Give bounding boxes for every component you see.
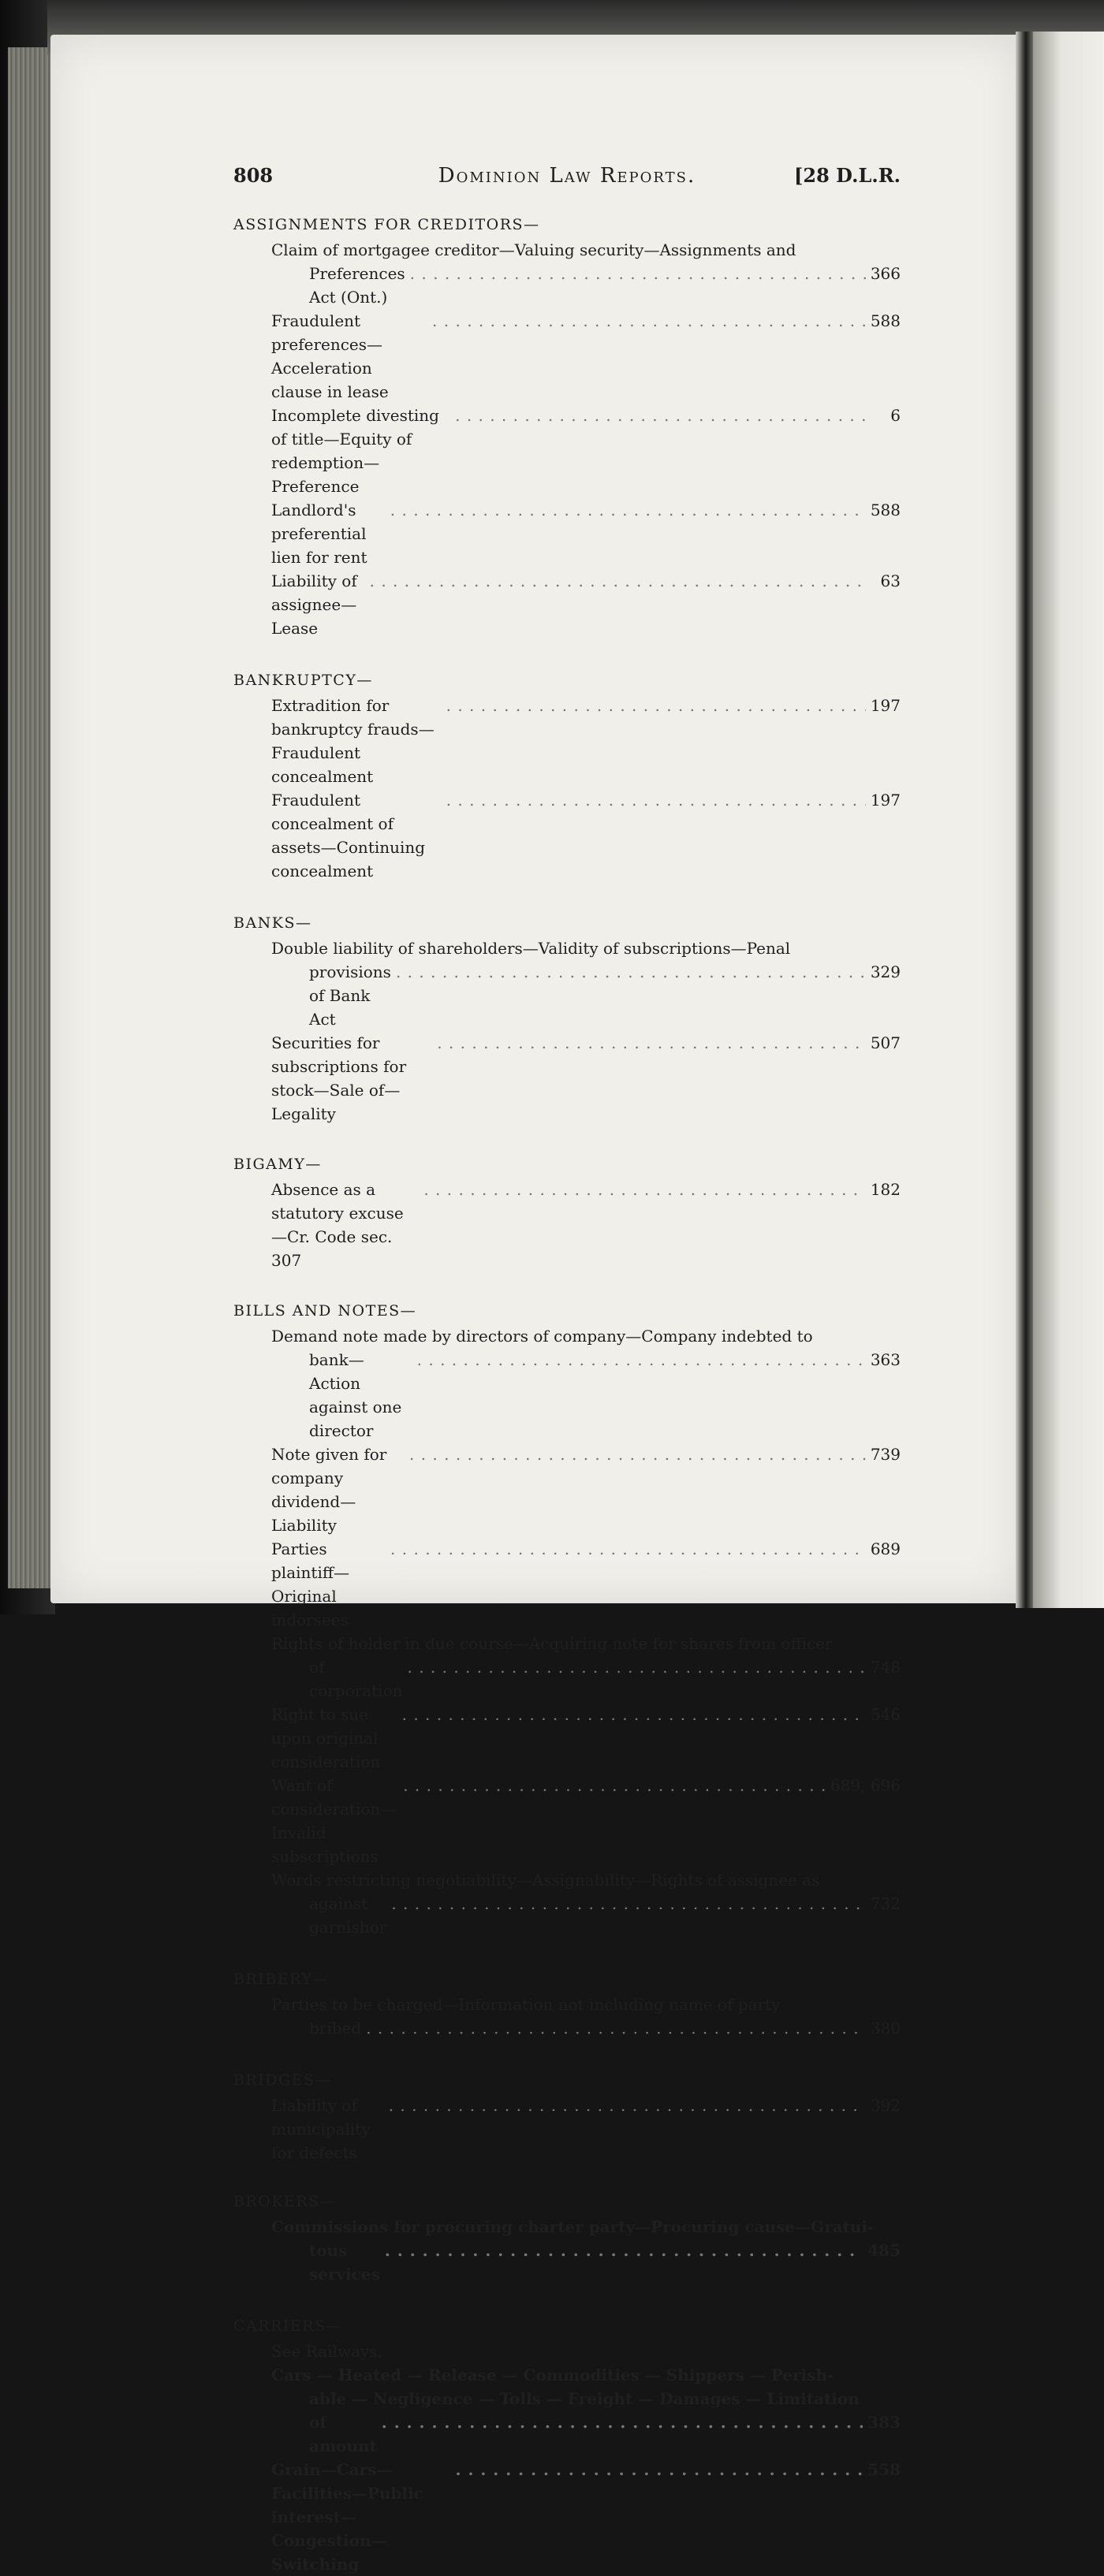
index-entry xyxy=(271,2215,901,2286)
page-reference: 689 xyxy=(870,1539,901,1558)
entry-continuation: bank—Action against one director xyxy=(309,1350,402,1440)
dot-leader xyxy=(456,2458,863,2481)
page-reference: 6 xyxy=(890,406,901,425)
running-title: Dominion Law Reports. xyxy=(438,164,696,188)
page-reference: 392 xyxy=(870,2096,901,2115)
entry-text: Incomplete divesting of title—Equity of redemption—Preference xyxy=(271,406,439,496)
entry-text: Double liability of shareholders—Validity of subscriptions—Penal xyxy=(271,939,791,958)
dot-leader xyxy=(391,1892,866,1915)
entry-text: Cars — Heated — Release — Commodities — Shippers — Perish- xyxy=(271,2366,834,2384)
section-heading: BRIDGES— xyxy=(233,2072,332,2089)
book-gutter xyxy=(1016,32,1033,1608)
index-section xyxy=(233,2190,901,2286)
index-entry xyxy=(271,1442,901,1537)
entry-text: Landlord's preferential lien for rent xyxy=(271,501,367,567)
entry-continuation: bribed xyxy=(309,2019,362,2038)
index-entry xyxy=(271,2458,901,2576)
page-reference: 689, 696 xyxy=(830,1776,901,1795)
page-reference: 748 xyxy=(870,1658,901,1677)
volume-label: [28 D.L.R. xyxy=(794,164,901,187)
index-entry xyxy=(271,1324,901,1442)
section-heading: BRIBERY— xyxy=(233,1971,329,1988)
entry-text: Claim of mortgagee creditor—Valuing security—Assignments and xyxy=(271,240,796,259)
entry-text: Grain—Cars—Facilities—Public interest—Congestion—Switching xyxy=(271,2460,423,2574)
section-heading: CARRIERS— xyxy=(233,2317,343,2335)
index-section xyxy=(233,1967,901,2040)
index-section xyxy=(233,2314,901,2576)
index-entry xyxy=(271,2094,901,2165)
page-reference: 485 xyxy=(867,2241,901,2260)
entry-text: Fraudulent preferences—Acceleration clause in lease xyxy=(271,311,389,401)
index-entry xyxy=(271,936,901,1031)
dot-leader xyxy=(437,1031,866,1055)
index-section xyxy=(233,911,901,1126)
entry-continuation: able — Negligence — Tolls — Freight — Damages — Limitation xyxy=(309,2389,860,2408)
section-heading: BILLS AND NOTES— xyxy=(233,1302,417,1320)
page-reference: 366 xyxy=(870,264,901,283)
dot-leader xyxy=(410,262,866,285)
entry-text: Commissions for procuring charter party—Procuring cause—Gratui- xyxy=(271,2217,875,2236)
page-reference: 507 xyxy=(870,1033,901,1052)
index-entry xyxy=(271,1774,901,1868)
entry-continuation: tous services xyxy=(309,2241,380,2284)
page-reference: 546 xyxy=(870,1705,901,1724)
dot-leader xyxy=(417,1348,866,1372)
running-head xyxy=(233,158,901,192)
index-entry xyxy=(271,1178,901,1272)
index-entry xyxy=(271,1537,901,1632)
dot-leader xyxy=(432,309,866,333)
entry-continuation: provisions of Bank Act xyxy=(309,962,391,1029)
page-reference: 363 xyxy=(870,1350,901,1369)
entry-continuation: of amount xyxy=(309,2413,377,2455)
page-reference: 732 xyxy=(870,1894,901,1913)
entry-text: Want of consideration—Invalid subscriptions xyxy=(271,1776,397,1866)
index-section xyxy=(233,213,901,640)
page-reference: 197 xyxy=(870,791,901,810)
dot-leader xyxy=(385,2239,863,2262)
index-section xyxy=(233,2068,901,2165)
index-entry xyxy=(271,2363,901,2458)
page-reference: 182 xyxy=(870,1180,901,1199)
entry-text: Rights of holder in due course—Acquiring note for shares from officer xyxy=(271,1634,833,1653)
page-edges xyxy=(8,47,55,1588)
dot-leader xyxy=(407,1655,865,1679)
section-heading: BROKERS— xyxy=(233,2193,337,2210)
page-reference: 197 xyxy=(870,696,901,715)
entry-text: Demand note made by directors of company—Company indebted to xyxy=(271,1327,813,1346)
entry-text: Parties plaintiff—Original indorsees xyxy=(271,1539,350,1629)
dot-leader xyxy=(382,2410,863,2434)
page-reference: 588 xyxy=(870,501,901,519)
index-entry xyxy=(271,1993,901,2040)
entry-continuation: against garnishor xyxy=(309,1894,387,1937)
index-entry xyxy=(271,1632,901,1703)
entry-text: Note given for company dividend—Liability xyxy=(271,1445,387,1535)
entry-text: Securities for subscriptions for stock—Sale of—Legality xyxy=(271,1033,407,1123)
index-entry xyxy=(271,694,901,788)
dot-leader xyxy=(446,694,866,717)
page-reference: 558 xyxy=(867,2460,901,2479)
entry-continuation: Preferences Act (Ont.) xyxy=(309,264,405,307)
dot-leader xyxy=(390,498,866,522)
dot-leader xyxy=(455,404,869,427)
entry-text: Words restricting negotiability—Assignability—Rights of assignee as xyxy=(271,1871,820,1889)
page-reference: 383 xyxy=(867,2413,901,2432)
dot-leader xyxy=(396,960,866,984)
entry-text: Liability of assignee—Lease xyxy=(271,571,357,638)
page-number: 808 xyxy=(233,164,274,187)
index-entry xyxy=(271,1703,901,1774)
index-section xyxy=(233,668,901,883)
section-heading: BANKS— xyxy=(233,914,312,932)
index-entry xyxy=(271,788,901,883)
index-entry xyxy=(271,498,901,569)
page-reference: 380 xyxy=(870,2019,901,2038)
index-content xyxy=(233,158,901,2576)
page-reference: 63 xyxy=(880,571,901,590)
facing-page-edge xyxy=(1033,32,1104,1608)
entry-text: Absence as a statutory excuse—Cr. Code sec. 307 xyxy=(271,1180,404,1270)
dot-leader xyxy=(409,1442,866,1466)
dot-leader xyxy=(370,569,869,593)
index-entry xyxy=(271,309,901,404)
index-sections xyxy=(233,213,901,2576)
entry-text: Liability of municipality for defects xyxy=(271,2096,371,2162)
dot-leader xyxy=(403,1774,826,1797)
page-reference: 588 xyxy=(870,311,901,330)
section-heading: BANKRUPTCY— xyxy=(233,672,373,689)
index-entry xyxy=(271,1031,901,1126)
page-reference: 329 xyxy=(870,962,901,981)
entry-text: Parties to be charged—Information not including name of party xyxy=(271,1995,781,2014)
section-heading: BIGAMY— xyxy=(233,1156,322,1173)
dot-leader xyxy=(423,1178,865,1201)
section-heading: ASSIGNMENTS FOR CREDITORS— xyxy=(233,216,540,233)
entry-continuation: of corporation xyxy=(309,1658,403,1700)
dot-leader xyxy=(366,2016,866,2040)
dot-leader xyxy=(390,1537,866,1561)
index-entry xyxy=(271,238,901,309)
entry-text: Fraudulent concealment of assets—Continuing concealment xyxy=(271,791,426,880)
page-reference: 739 xyxy=(870,1445,901,1464)
index-entry xyxy=(271,569,901,640)
index-section xyxy=(233,1299,901,1939)
see-reference: See Railways. xyxy=(271,2342,382,2361)
entry-text: Extradition for bankruptcy frauds—Fraudulent concealment xyxy=(271,696,435,786)
index-entry xyxy=(271,404,901,498)
index-entry xyxy=(271,1868,901,1939)
entry-text: Right to sue upon original consideration xyxy=(271,1705,381,1771)
dot-leader xyxy=(402,1703,866,1726)
index-section xyxy=(233,1152,901,1272)
dot-leader xyxy=(446,788,866,812)
dot-leader xyxy=(389,2094,866,2117)
